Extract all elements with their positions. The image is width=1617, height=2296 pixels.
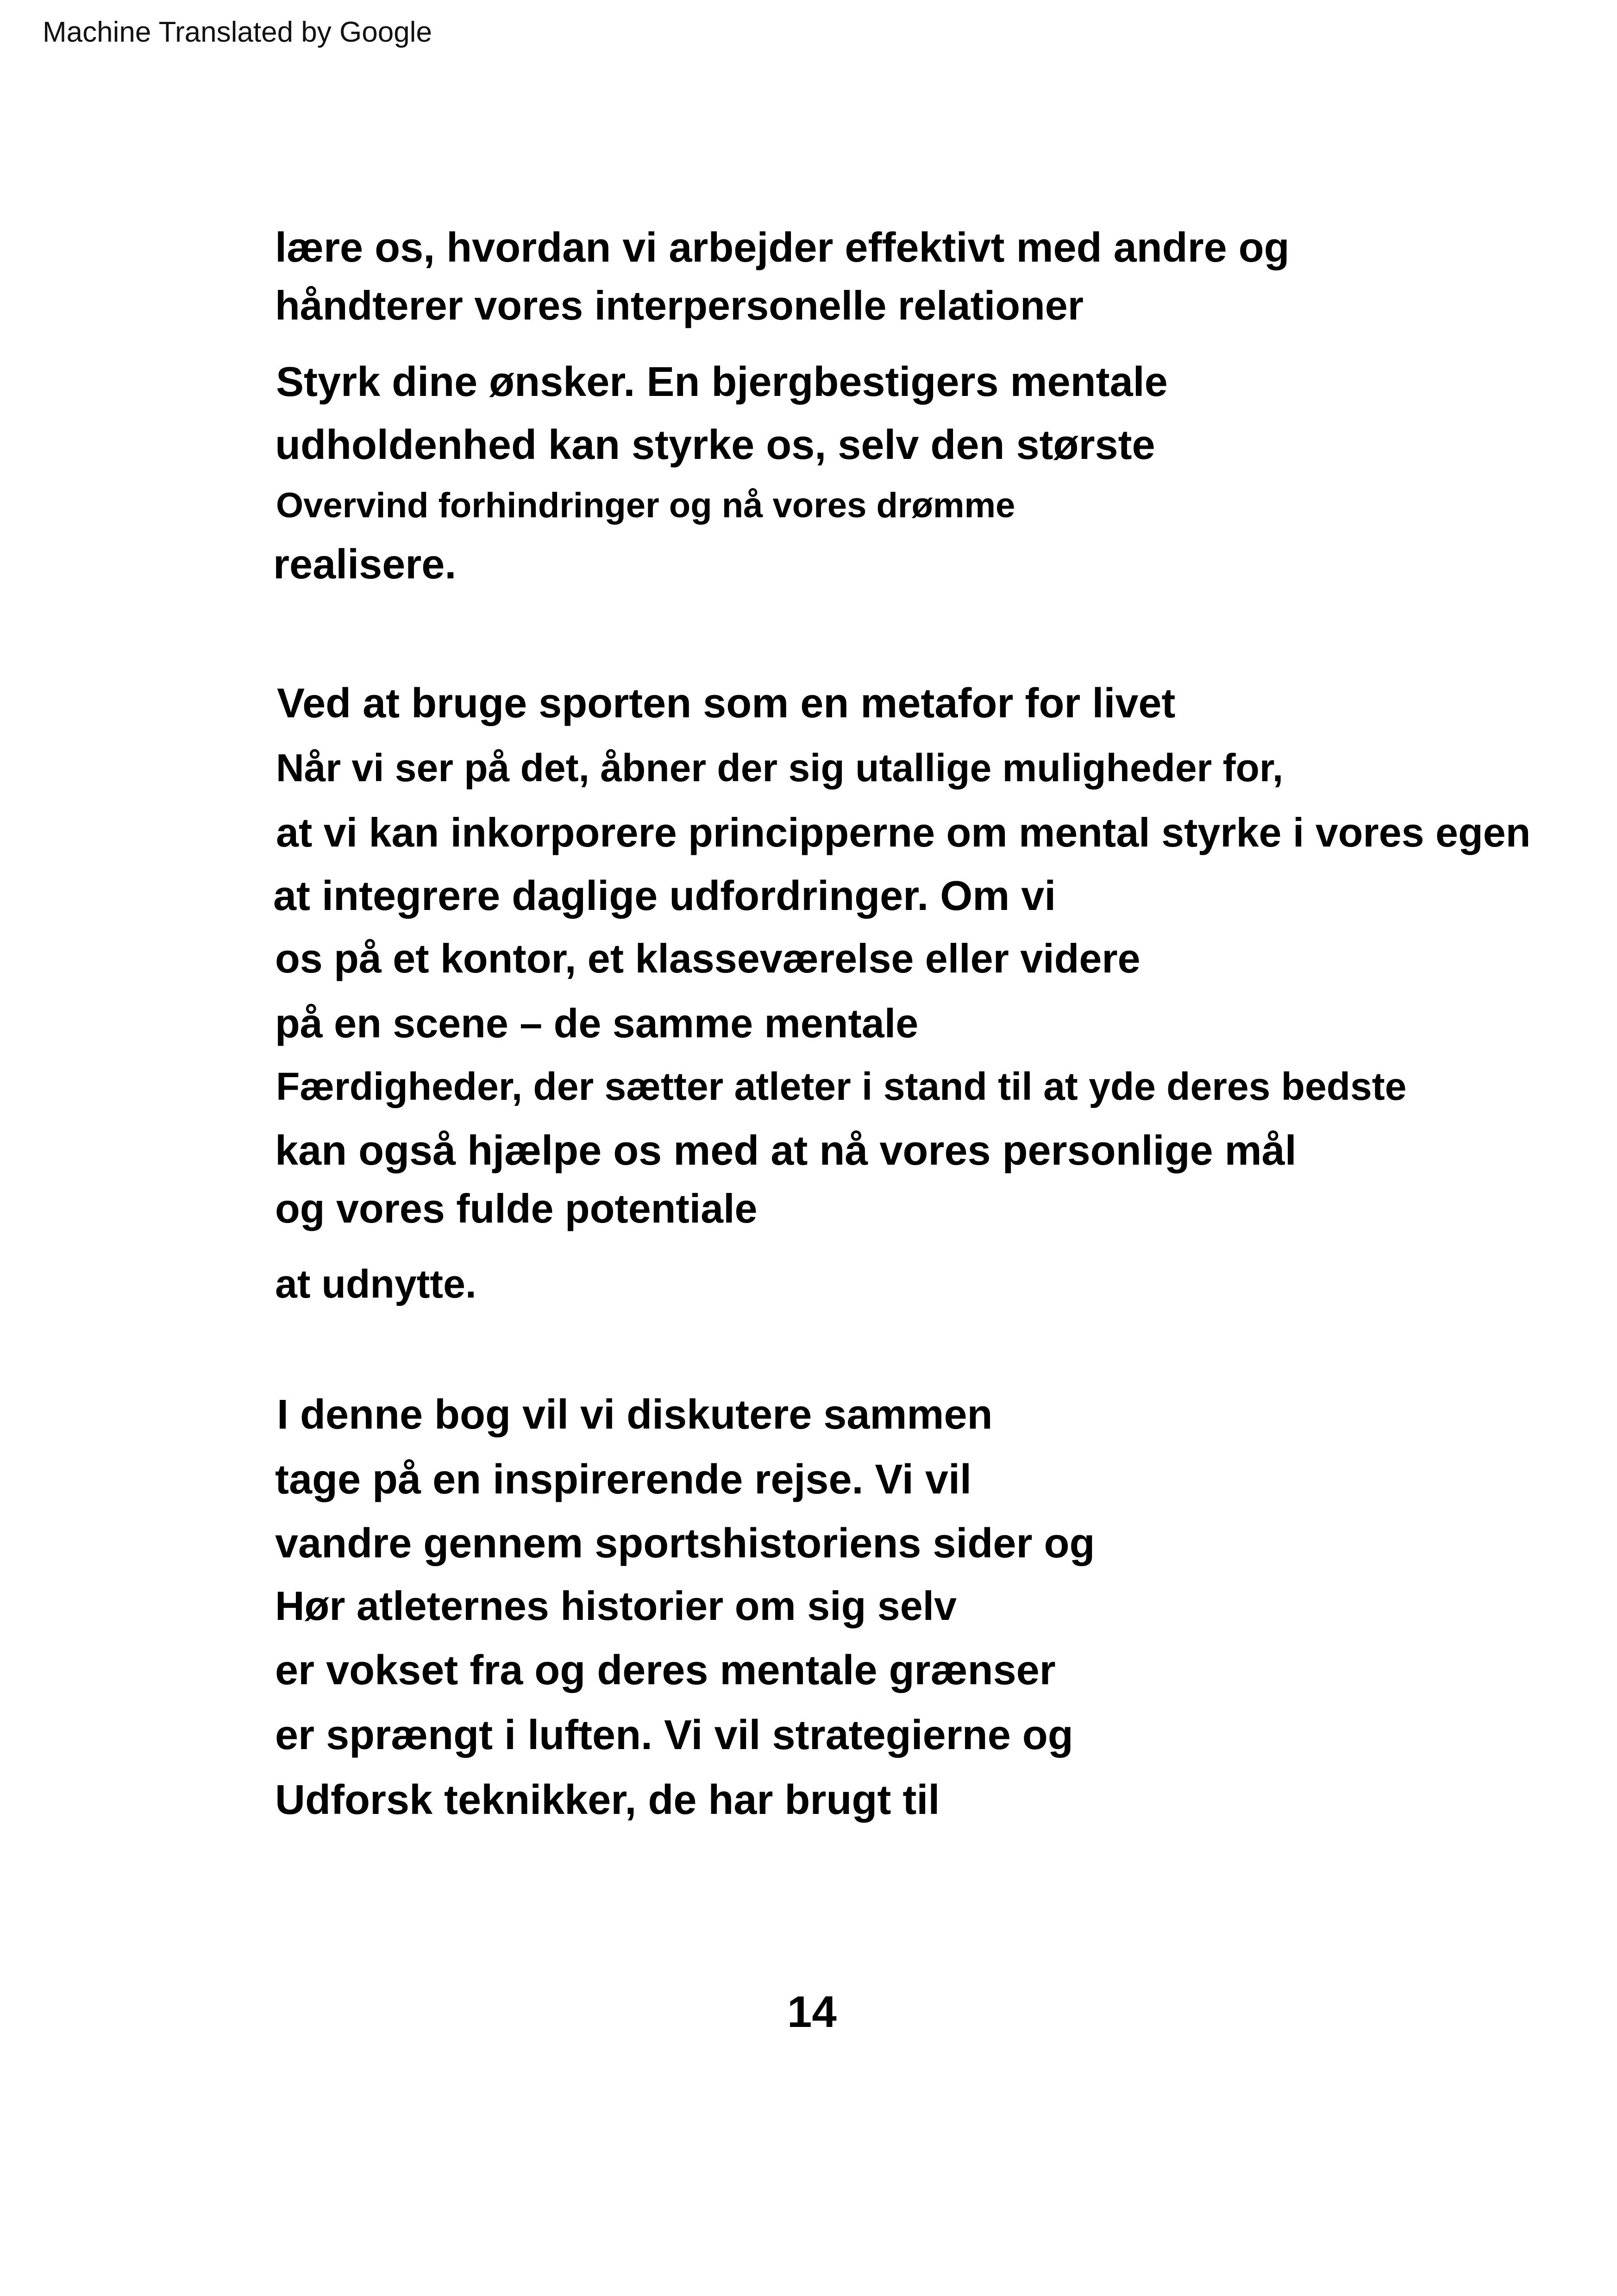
text-line: Ved at bruge sporten som en metafor for livet xyxy=(277,680,1176,727)
text-line: Styrk dine ønsker. En bjergbestigers mentale xyxy=(276,359,1168,405)
text-line: I denne bog vil vi diskutere sammen xyxy=(277,1392,993,1438)
text-line: vandre gennem sportshistoriens sider og xyxy=(275,1520,1095,1567)
text-line: os på et kontor, et klasseværelse eller videre xyxy=(275,935,1141,981)
text-line: at udnytte. xyxy=(275,1262,476,1306)
text-line: tage på en inspirerende rejse. Vi vil xyxy=(275,1456,971,1503)
text-line: lære os, hvordan vi arbejder effektivt med andre og xyxy=(275,225,1290,271)
text-line: håndterer vores interpersonelle relationer xyxy=(275,282,1084,328)
text-line: kan også hjælpe os med at nå vores personlige mål xyxy=(275,1128,1297,1174)
text-line: at integrere daglige udfordringer. Om vi xyxy=(273,873,1056,919)
text-line: Overvind forhindringer og nå vores drømme xyxy=(276,486,1015,525)
text-line: udholdenhed kan styrke os, selv den største xyxy=(275,422,1155,468)
text-line: Når vi ser på det, åbner der sig utallige muligheder for, xyxy=(276,746,1284,790)
machine-translation-note: Machine Translated by Google xyxy=(43,16,432,48)
text-line: Færdigheder, der sætter atleter i stand til at yde deres bedste xyxy=(276,1065,1407,1108)
text-line: realisere. xyxy=(273,541,457,588)
text-line: og vores fulde potentiale xyxy=(275,1186,758,1231)
text-line: Udforsk teknikker, de har brugt til xyxy=(275,1777,940,1823)
text-line: er sprængt i luften. Vi vil strategierne og xyxy=(275,1712,1073,1758)
text-line: er vokset fra og deres mentale grænser xyxy=(275,1647,1056,1694)
text-line: at vi kan inkorporere principperne om mental styrke i vores egen xyxy=(276,809,1531,855)
text-line: på en scene – de samme mentale xyxy=(275,1000,919,1046)
text-line: Hør atleternes historier om sig selv xyxy=(275,1583,957,1629)
page-number: 14 xyxy=(787,1987,837,2037)
